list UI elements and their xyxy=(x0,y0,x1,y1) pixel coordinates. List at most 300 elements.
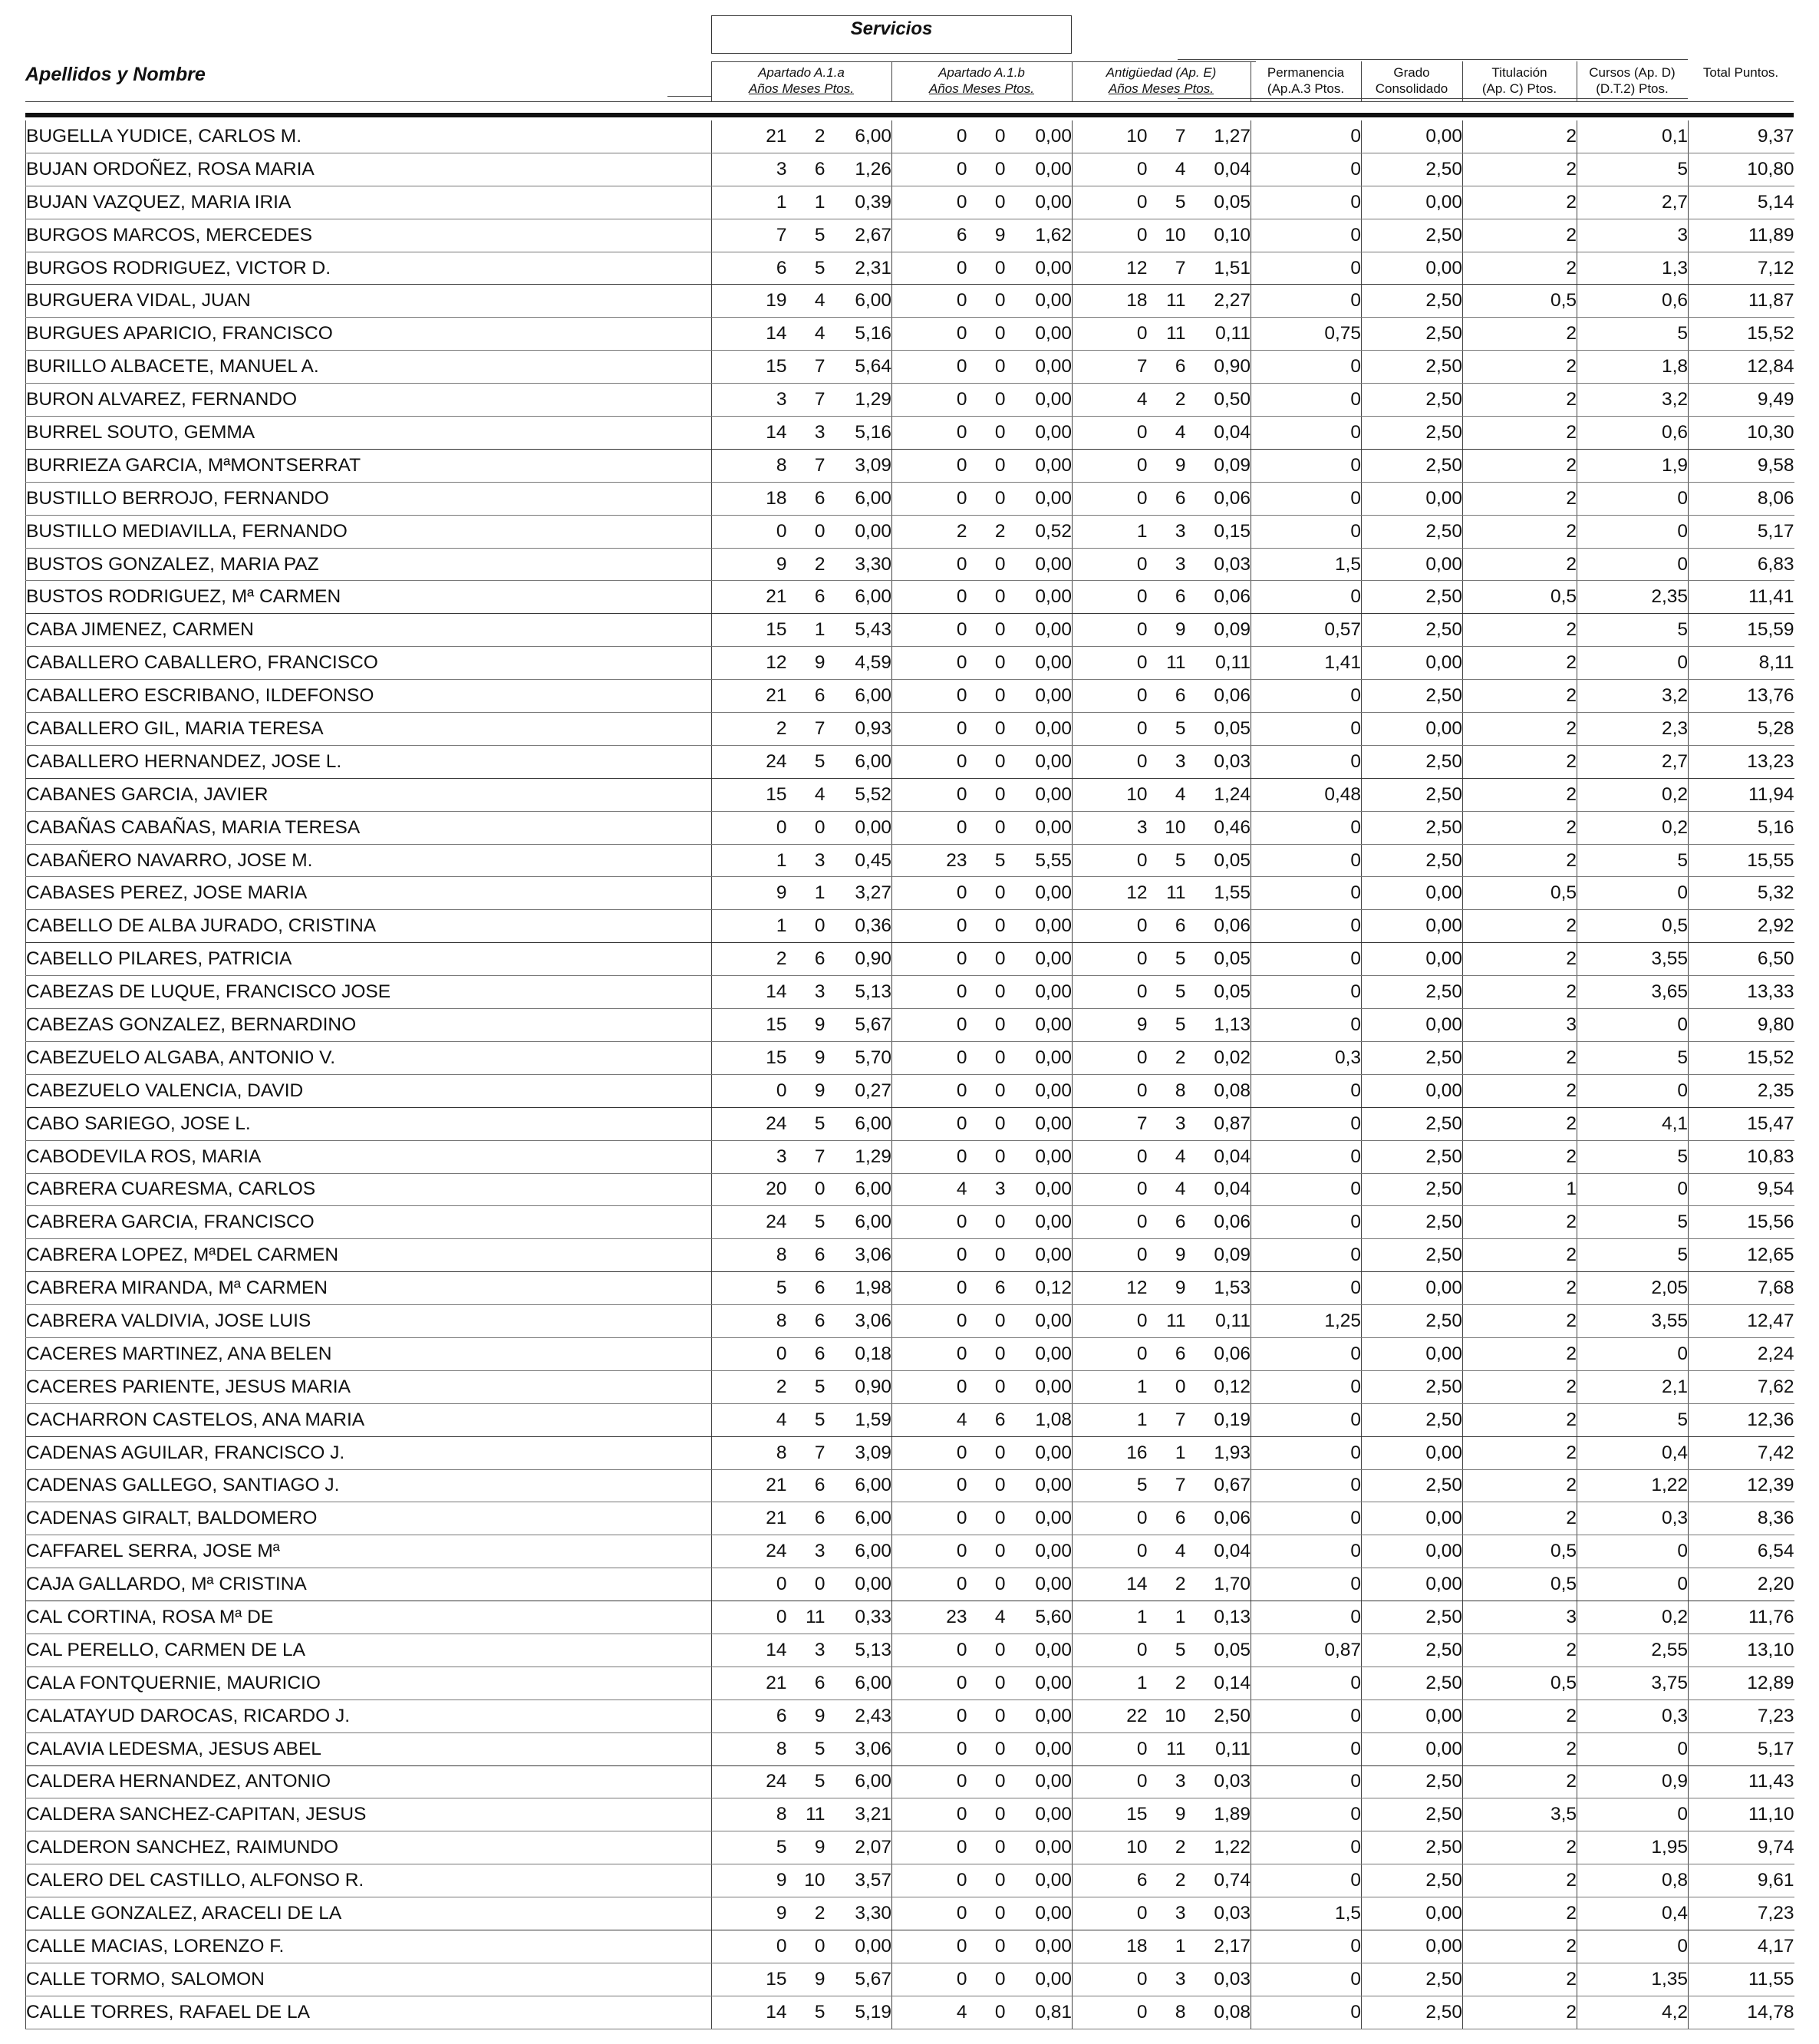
cell-a1a-anos: 0 xyxy=(712,515,787,548)
cell-antig-ptos: 0,03 xyxy=(1186,548,1251,581)
table-row xyxy=(26,943,1794,976)
cell-permanencia: 0 xyxy=(1251,1502,1362,1535)
cell-a1b-meses: 0 xyxy=(967,1831,1006,1864)
cell-total: 6,83 xyxy=(1689,548,1794,581)
cell-a1a-ptos: 3,06 xyxy=(825,1239,892,1272)
cell-antig-anos: 18 xyxy=(1073,1930,1148,1963)
cell-grado: 2,50 xyxy=(1362,1173,1463,1206)
cell-a1a-ptos: 5,52 xyxy=(825,778,892,811)
table-row xyxy=(26,680,1794,713)
cell-permanencia: 0 xyxy=(1251,1930,1362,1963)
cell-total: 12,36 xyxy=(1689,1403,1794,1436)
col-a1a-line2: Años Meses Ptos. xyxy=(748,81,854,96)
cell-a1b-ptos: 0,00 xyxy=(1006,1140,1073,1173)
cell-a1a-ptos: 6,00 xyxy=(825,680,892,713)
cell-a1b-meses: 0 xyxy=(967,1568,1006,1601)
cell-a1b-meses: 0 xyxy=(967,1305,1006,1338)
cell-grado: 0,00 xyxy=(1362,1897,1463,1930)
cell-permanencia: 0 xyxy=(1251,581,1362,614)
cell-a1b-ptos: 0,00 xyxy=(1006,482,1073,515)
cell-name: CABALLERO ESCRIBANO, ILDEFONSO xyxy=(26,680,712,713)
cell-a1a-ptos: 0,00 xyxy=(825,1568,892,1601)
cell-a1b-ptos: 0,52 xyxy=(1006,515,1073,548)
cell-a1a-ptos: 2,43 xyxy=(825,1699,892,1732)
cell-antig-ptos: 0,09 xyxy=(1186,1239,1251,1272)
cell-a1b-anos: 4 xyxy=(892,1403,967,1436)
cell-permanencia: 0 xyxy=(1251,1370,1362,1403)
cell-total: 6,50 xyxy=(1689,943,1794,976)
cell-a1b-ptos: 0,00 xyxy=(1006,1667,1073,1699)
cell-a1b-meses: 0 xyxy=(967,680,1006,713)
cell-cursos: 2,55 xyxy=(1577,1634,1689,1667)
cell-permanencia: 0,48 xyxy=(1251,778,1362,811)
cell-a1b-anos: 0 xyxy=(892,318,967,351)
cell-antig-ptos: 0,04 xyxy=(1186,1140,1251,1173)
cell-antig-ptos: 2,17 xyxy=(1186,1930,1251,1963)
cell-a1a-meses: 0 xyxy=(787,811,825,844)
cell-antig-anos: 0 xyxy=(1073,1074,1148,1107)
cell-name: CABRERA CUARESMA, CARLOS xyxy=(26,1173,712,1206)
cell-antig-ptos: 0,46 xyxy=(1186,811,1251,844)
cell-a1a-ptos: 5,67 xyxy=(825,1009,892,1042)
cell-cursos: 0 xyxy=(1577,515,1689,548)
cell-permanencia: 0 xyxy=(1251,186,1362,219)
table-row xyxy=(26,1272,1794,1305)
cell-antig-anos: 0 xyxy=(1073,1897,1148,1930)
cell-antig-meses: 7 xyxy=(1148,1469,1186,1502)
cell-antig-anos: 10 xyxy=(1073,120,1148,153)
cell-a1b-meses: 2 xyxy=(967,515,1006,548)
cell-a1b-meses: 0 xyxy=(967,285,1006,318)
cell-antig-meses: 11 xyxy=(1148,647,1186,680)
cell-grado: 0,00 xyxy=(1362,1074,1463,1107)
cell-a1b-ptos: 0,00 xyxy=(1006,1568,1073,1601)
cell-a1a-meses: 5 xyxy=(787,1403,825,1436)
cell-a1b-meses: 0 xyxy=(967,614,1006,647)
cell-antig-anos: 0 xyxy=(1073,713,1148,746)
cell-a1b-anos: 0 xyxy=(892,1831,967,1864)
header-thick-rule xyxy=(25,113,1794,117)
cell-a1a-meses: 6 xyxy=(787,1502,825,1535)
cell-a1a-anos: 21 xyxy=(712,1469,787,1502)
cell-antig-ptos: 0,67 xyxy=(1186,1469,1251,1502)
cell-a1b-anos: 0 xyxy=(892,1436,967,1469)
cell-a1b-ptos: 0,00 xyxy=(1006,1930,1073,1963)
cell-a1b-ptos: 0,00 xyxy=(1006,351,1073,384)
cell-total: 7,23 xyxy=(1689,1897,1794,1930)
cell-a1a-meses: 9 xyxy=(787,1074,825,1107)
cell-a1a-anos: 14 xyxy=(712,1634,787,1667)
cell-name: CALLE MACIAS, LORENZO F. xyxy=(26,1930,712,1963)
cell-a1a-ptos: 3,09 xyxy=(825,1436,892,1469)
cell-total: 5,14 xyxy=(1689,186,1794,219)
cell-a1a-ptos: 0,93 xyxy=(825,713,892,746)
cell-antig-ptos: 0,11 xyxy=(1186,318,1251,351)
cell-titulacion: 2 xyxy=(1463,1634,1577,1667)
cell-total: 11,41 xyxy=(1689,581,1794,614)
cell-titulacion: 1 xyxy=(1463,1173,1577,1206)
cell-total: 8,36 xyxy=(1689,1502,1794,1535)
cell-antig-ptos: 0,06 xyxy=(1186,1502,1251,1535)
cell-total: 11,76 xyxy=(1689,1601,1794,1634)
cell-grado: 0,00 xyxy=(1362,910,1463,943)
cell-antig-anos: 6 xyxy=(1073,1864,1148,1897)
cell-grado: 2,50 xyxy=(1362,1239,1463,1272)
cell-a1b-ptos: 0,00 xyxy=(1006,318,1073,351)
cell-a1b-meses: 0 xyxy=(967,778,1006,811)
cell-name: BURREL SOUTO, GEMMA xyxy=(26,417,712,450)
table-row xyxy=(26,1996,1794,2029)
cell-a1b-ptos: 0,00 xyxy=(1006,384,1073,417)
col-antiguedad-header xyxy=(1072,64,1251,97)
cell-a1b-meses: 0 xyxy=(967,745,1006,778)
cell-name: BURGOS RODRIGUEZ, VICTOR D. xyxy=(26,252,712,285)
cell-total: 9,80 xyxy=(1689,1009,1794,1042)
cell-total: 7,12 xyxy=(1689,252,1794,285)
cell-titulacion: 0,5 xyxy=(1463,1535,1577,1568)
cell-antig-ptos: 1,27 xyxy=(1186,120,1251,153)
cell-permanencia: 0 xyxy=(1251,1239,1362,1272)
cell-cursos: 0,9 xyxy=(1577,1765,1689,1798)
cell-a1a-meses: 4 xyxy=(787,285,825,318)
table-row xyxy=(26,1206,1794,1239)
cell-a1a-meses: 0 xyxy=(787,515,825,548)
cell-a1b-anos: 0 xyxy=(892,680,967,713)
cell-titulacion: 2 xyxy=(1463,1732,1577,1765)
cell-a1a-ptos: 6,00 xyxy=(825,1469,892,1502)
cell-permanencia: 0 xyxy=(1251,1140,1362,1173)
cell-titulacion: 0,5 xyxy=(1463,877,1577,910)
cell-antig-ptos: 0,05 xyxy=(1186,976,1251,1009)
cell-a1a-anos: 8 xyxy=(712,1798,787,1831)
cell-permanencia: 0 xyxy=(1251,384,1362,417)
cell-titulacion: 2 xyxy=(1463,449,1577,482)
cell-grado: 0,00 xyxy=(1362,1436,1463,1469)
cell-antig-meses: 10 xyxy=(1148,1699,1186,1732)
cell-permanencia: 0 xyxy=(1251,877,1362,910)
cell-permanencia: 0 xyxy=(1251,1568,1362,1601)
cell-a1a-ptos: 5,16 xyxy=(825,417,892,450)
cell-a1a-meses: 4 xyxy=(787,778,825,811)
cell-name: CAL CORTINA, ROSA Mª DE xyxy=(26,1601,712,1634)
cell-total: 2,92 xyxy=(1689,910,1794,943)
table-row xyxy=(26,285,1794,318)
cell-grado: 2,50 xyxy=(1362,1667,1463,1699)
cell-antig-ptos: 0,03 xyxy=(1186,1897,1251,1930)
cell-name: BURGOS MARCOS, MERCEDES xyxy=(26,219,712,252)
name-column-header: Apellidos y Nombre xyxy=(25,64,206,85)
cell-a1a-anos: 24 xyxy=(712,1206,787,1239)
cell-cursos: 2,05 xyxy=(1577,1272,1689,1305)
cell-name: BURGUERA VIDAL, JUAN xyxy=(26,285,712,318)
cell-a1b-meses: 0 xyxy=(967,417,1006,450)
cell-antig-anos: 9 xyxy=(1073,1009,1148,1042)
table-row xyxy=(26,1535,1794,1568)
cell-a1b-ptos: 0,00 xyxy=(1006,1206,1073,1239)
cell-a1b-ptos: 0,00 xyxy=(1006,910,1073,943)
cell-a1a-anos: 1 xyxy=(712,844,787,877)
cell-a1b-meses: 0 xyxy=(967,1634,1006,1667)
cell-a1a-meses: 5 xyxy=(787,1996,825,2029)
cell-antig-anos: 5 xyxy=(1073,1469,1148,1502)
cell-antig-ptos: 0,06 xyxy=(1186,1206,1251,1239)
cell-titulacion: 2 xyxy=(1463,1897,1577,1930)
cell-a1b-ptos: 0,00 xyxy=(1006,449,1073,482)
cell-titulacion: 0,5 xyxy=(1463,1667,1577,1699)
cell-antig-ptos: 1,24 xyxy=(1186,778,1251,811)
col-a1a-line1: Apartado A.1.a xyxy=(758,65,845,80)
cell-total: 11,43 xyxy=(1689,1765,1794,1798)
table-row xyxy=(26,1864,1794,1897)
cell-a1a-anos: 15 xyxy=(712,614,787,647)
cell-a1b-anos: 0 xyxy=(892,1732,967,1765)
table-row xyxy=(26,811,1794,844)
cell-antig-meses: 0 xyxy=(1148,1370,1186,1403)
cell-permanencia: 0 xyxy=(1251,1963,1362,1996)
cell-a1a-anos: 3 xyxy=(712,384,787,417)
cell-total: 11,89 xyxy=(1689,219,1794,252)
cell-a1b-ptos: 1,62 xyxy=(1006,219,1073,252)
cell-name: BUSTOS GONZALEZ, MARIA PAZ xyxy=(26,548,712,581)
header-top-rule-right xyxy=(1178,59,1688,60)
cell-titulacion: 2 xyxy=(1463,647,1577,680)
cell-total: 12,39 xyxy=(1689,1469,1794,1502)
cell-a1a-meses: 0 xyxy=(787,1930,825,1963)
cell-titulacion: 0,5 xyxy=(1463,1568,1577,1601)
cell-grado: 2,50 xyxy=(1362,219,1463,252)
cell-a1b-anos: 0 xyxy=(892,186,967,219)
cell-permanencia: 0,75 xyxy=(1251,318,1362,351)
cell-a1a-ptos: 3,27 xyxy=(825,877,892,910)
cell-a1a-anos: 0 xyxy=(712,1568,787,1601)
cell-grado: 2,50 xyxy=(1362,1305,1463,1338)
cell-a1b-ptos: 0,00 xyxy=(1006,1009,1073,1042)
cell-cursos: 3 xyxy=(1577,219,1689,252)
cell-a1b-ptos: 0,00 xyxy=(1006,778,1073,811)
cell-cursos: 5 xyxy=(1577,153,1689,186)
cell-a1a-anos: 15 xyxy=(712,1963,787,1996)
cell-a1b-meses: 0 xyxy=(967,318,1006,351)
cell-name: CAJA GALLARDO, Mª CRISTINA xyxy=(26,1568,712,1601)
cell-a1a-meses: 7 xyxy=(787,1140,825,1173)
cell-a1b-ptos: 0,00 xyxy=(1006,614,1073,647)
cell-a1b-ptos: 0,00 xyxy=(1006,943,1073,976)
cell-cursos: 0 xyxy=(1577,1732,1689,1765)
cell-a1a-ptos: 3,06 xyxy=(825,1732,892,1765)
cell-a1a-anos: 21 xyxy=(712,120,787,153)
cell-antig-anos: 0 xyxy=(1073,1963,1148,1996)
cell-permanencia: 0 xyxy=(1251,417,1362,450)
cell-a1b-meses: 0 xyxy=(967,1765,1006,1798)
cell-grado: 2,50 xyxy=(1362,1469,1463,1502)
cell-antig-ptos: 1,22 xyxy=(1186,1831,1251,1864)
cell-antig-meses: 4 xyxy=(1148,778,1186,811)
cell-name: CALDERA HERNANDEZ, ANTONIO xyxy=(26,1765,712,1798)
cell-antig-ptos: 0,05 xyxy=(1186,1634,1251,1667)
cell-a1a-ptos: 6,00 xyxy=(825,1173,892,1206)
cell-a1a-anos: 9 xyxy=(712,877,787,910)
cell-antig-ptos: 0,19 xyxy=(1186,1403,1251,1436)
cell-permanencia: 0 xyxy=(1251,844,1362,877)
cell-titulacion: 0,5 xyxy=(1463,581,1577,614)
cell-a1a-ptos: 5,13 xyxy=(825,976,892,1009)
cell-antig-meses: 9 xyxy=(1148,614,1186,647)
cell-antig-anos: 0 xyxy=(1073,1535,1148,1568)
cell-a1b-meses: 0 xyxy=(967,120,1006,153)
cell-a1b-anos: 0 xyxy=(892,120,967,153)
cell-titulacion: 3 xyxy=(1463,1601,1577,1634)
table-row xyxy=(26,614,1794,647)
cell-a1a-meses: 0 xyxy=(787,1568,825,1601)
cell-a1a-anos: 21 xyxy=(712,1667,787,1699)
cell-a1b-meses: 0 xyxy=(967,1074,1006,1107)
cell-cursos: 0,8 xyxy=(1577,1864,1689,1897)
cell-total: 11,87 xyxy=(1689,285,1794,318)
cell-a1a-meses: 3 xyxy=(787,1535,825,1568)
cell-a1a-anos: 1 xyxy=(712,910,787,943)
cell-name: CAL PERELLO, CARMEN DE LA xyxy=(26,1634,712,1667)
cell-grado: 2,50 xyxy=(1362,1963,1463,1996)
cell-a1b-anos: 0 xyxy=(892,1041,967,1074)
table-row xyxy=(26,1568,1794,1601)
cell-grado: 2,50 xyxy=(1362,811,1463,844)
cell-total: 11,55 xyxy=(1689,1963,1794,1996)
cell-a1b-ptos: 0,00 xyxy=(1006,1173,1073,1206)
cell-total: 8,06 xyxy=(1689,482,1794,515)
table-row xyxy=(26,1074,1794,1107)
cell-a1b-meses: 0 xyxy=(967,1798,1006,1831)
cell-a1a-meses: 10 xyxy=(787,1864,825,1897)
cell-a1b-anos: 0 xyxy=(892,581,967,614)
table-row xyxy=(26,515,1794,548)
cell-a1b-meses: 0 xyxy=(967,1140,1006,1173)
table-row xyxy=(26,1502,1794,1535)
cell-grado: 2,50 xyxy=(1362,285,1463,318)
cell-permanencia: 0 xyxy=(1251,1732,1362,1765)
cell-a1a-anos: 18 xyxy=(712,482,787,515)
cell-titulacion: 2 xyxy=(1463,976,1577,1009)
cell-cursos: 0,2 xyxy=(1577,1601,1689,1634)
cell-grado: 2,50 xyxy=(1362,1634,1463,1667)
cell-a1a-ptos: 6,00 xyxy=(825,120,892,153)
cell-a1b-anos: 0 xyxy=(892,1074,967,1107)
cell-a1b-meses: 0 xyxy=(967,1041,1006,1074)
cell-cursos: 3,55 xyxy=(1577,1305,1689,1338)
cell-antig-anos: 0 xyxy=(1073,1140,1148,1173)
cell-a1a-ptos: 0,00 xyxy=(825,811,892,844)
cell-titulacion: 2 xyxy=(1463,844,1577,877)
col-a1a-header xyxy=(711,64,891,97)
cell-a1a-ptos: 0,33 xyxy=(825,1601,892,1634)
cell-grado: 0,00 xyxy=(1362,1535,1463,1568)
cell-a1b-ptos: 0,00 xyxy=(1006,1239,1073,1272)
cell-a1a-anos: 6 xyxy=(712,252,787,285)
cell-a1b-meses: 0 xyxy=(967,1436,1006,1469)
cell-permanencia: 0 xyxy=(1251,1074,1362,1107)
cell-a1a-ptos: 6,00 xyxy=(825,1765,892,1798)
cell-cursos: 0 xyxy=(1577,1337,1689,1370)
cell-a1b-anos: 0 xyxy=(892,1107,967,1140)
cell-name: BUGELLA YUDICE, CARLOS M. xyxy=(26,120,712,153)
cell-antig-meses: 2 xyxy=(1148,1667,1186,1699)
cell-name: CACERES MARTINEZ, ANA BELEN xyxy=(26,1337,712,1370)
cell-a1b-meses: 0 xyxy=(967,482,1006,515)
cell-a1a-ptos: 2,07 xyxy=(825,1831,892,1864)
cell-a1a-anos: 2 xyxy=(712,713,787,746)
cell-titulacion: 2 xyxy=(1463,745,1577,778)
cell-a1b-ptos: 0,00 xyxy=(1006,120,1073,153)
cell-a1b-anos: 0 xyxy=(892,1897,967,1930)
cell-a1a-ptos: 3,06 xyxy=(825,1305,892,1338)
cell-a1a-meses: 7 xyxy=(787,1436,825,1469)
cell-a1b-meses: 0 xyxy=(967,1239,1006,1272)
cell-a1b-meses: 0 xyxy=(967,1206,1006,1239)
cell-antig-meses: 2 xyxy=(1148,1568,1186,1601)
cell-cursos: 2,3 xyxy=(1577,713,1689,746)
cell-cursos: 1,22 xyxy=(1577,1469,1689,1502)
cell-a1a-anos: 4 xyxy=(712,1403,787,1436)
cell-grado: 0,00 xyxy=(1362,1502,1463,1535)
cell-name: CALERO DEL CASTILLO, ALFONSO R. xyxy=(26,1864,712,1897)
cell-antig-ptos: 0,04 xyxy=(1186,1173,1251,1206)
cell-grado: 2,50 xyxy=(1362,976,1463,1009)
cell-antig-anos: 3 xyxy=(1073,811,1148,844)
cell-titulacion: 2 xyxy=(1463,1206,1577,1239)
cell-antig-anos: 0 xyxy=(1073,1305,1148,1338)
cell-antig-ptos: 0,02 xyxy=(1186,1041,1251,1074)
cell-antig-anos: 0 xyxy=(1073,976,1148,1009)
cell-a1a-ptos: 6,00 xyxy=(825,745,892,778)
cell-a1a-anos: 5 xyxy=(712,1272,787,1305)
cell-a1b-anos: 4 xyxy=(892,1173,967,1206)
cell-a1a-meses: 9 xyxy=(787,1009,825,1042)
table-row xyxy=(26,548,1794,581)
col-cursos-line1: Cursos (Ap. D) xyxy=(1589,65,1676,80)
cell-a1b-ptos: 0,00 xyxy=(1006,877,1073,910)
cell-grado: 0,00 xyxy=(1362,252,1463,285)
col-a1b-line2: Años Meses Ptos. xyxy=(928,81,1034,96)
cell-name: CABALLERO GIL, MARIA TERESA xyxy=(26,713,712,746)
table-row xyxy=(26,318,1794,351)
table-row xyxy=(26,1930,1794,1963)
cell-antig-anos: 7 xyxy=(1073,1107,1148,1140)
cell-antig-anos: 1 xyxy=(1073,1667,1148,1699)
cell-total: 9,74 xyxy=(1689,1831,1794,1864)
cell-antig-meses: 7 xyxy=(1148,120,1186,153)
cell-antig-meses: 3 xyxy=(1148,1963,1186,1996)
header-accent-rule-2 xyxy=(1178,98,1688,99)
cell-antig-meses: 4 xyxy=(1148,1535,1186,1568)
cell-grado: 2,50 xyxy=(1362,1798,1463,1831)
cell-total: 5,17 xyxy=(1689,515,1794,548)
cell-antig-anos: 18 xyxy=(1073,285,1148,318)
cell-a1b-meses: 0 xyxy=(967,252,1006,285)
cell-antig-anos: 0 xyxy=(1073,614,1148,647)
cell-cursos: 3,2 xyxy=(1577,680,1689,713)
cell-a1a-anos: 7 xyxy=(712,219,787,252)
cell-a1b-meses: 6 xyxy=(967,1403,1006,1436)
cell-a1a-ptos: 0,45 xyxy=(825,844,892,877)
cell-antig-ptos: 0,15 xyxy=(1186,515,1251,548)
cell-name: CABRERA VALDIVIA, JOSE LUIS xyxy=(26,1305,712,1338)
cell-antig-ptos: 0,05 xyxy=(1186,943,1251,976)
cell-a1a-meses: 5 xyxy=(787,1370,825,1403)
cell-name: CALAVIA LEDESMA, JESUS ABEL xyxy=(26,1732,712,1765)
cell-antig-anos: 16 xyxy=(1073,1436,1148,1469)
cell-a1b-ptos: 0,00 xyxy=(1006,1765,1073,1798)
cell-antig-meses: 5 xyxy=(1148,186,1186,219)
cell-a1b-anos: 0 xyxy=(892,1699,967,1732)
